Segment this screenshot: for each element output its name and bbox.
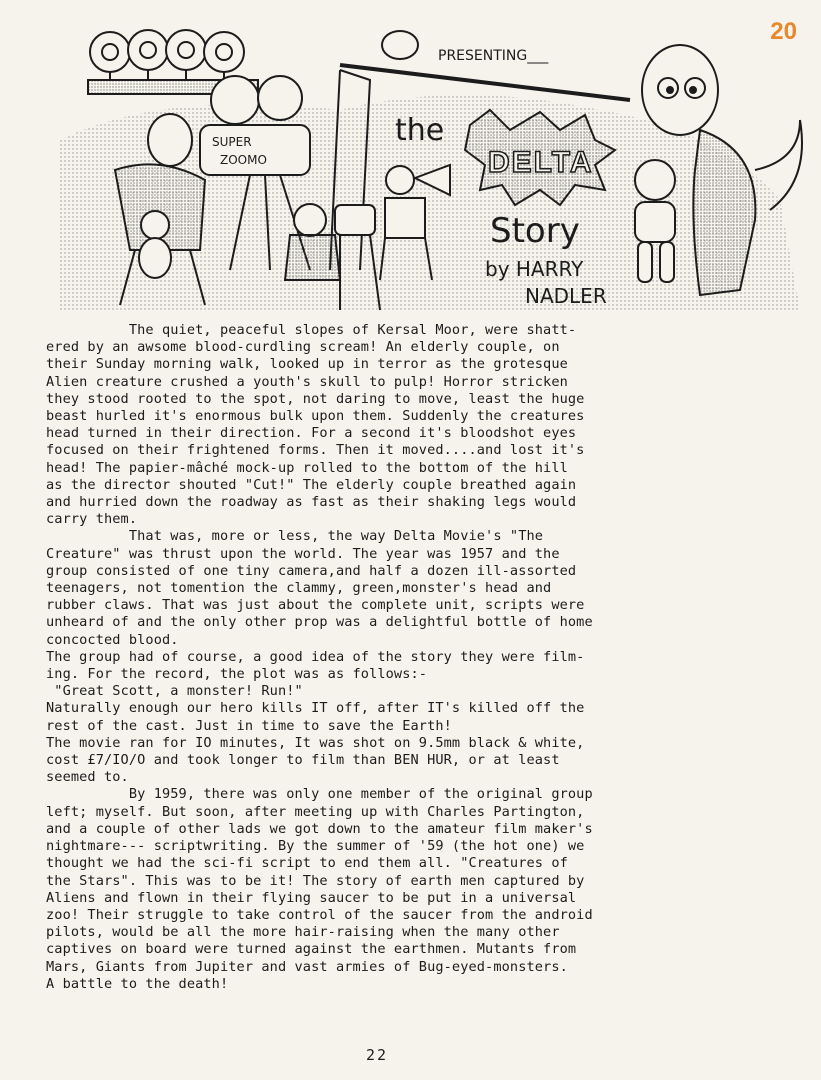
small-alien-figure	[139, 211, 171, 278]
title-delta: DELTA	[488, 146, 594, 179]
article-paragraph: The quiet, peaceful slopes of Kersal Moor, were shatt- ered by an awsome blood-curdling scream! An elderly couple, on their Sunday morning walk, looked up in terror as the grotesque Alien creature crushed a youth's skull to pulp! Horror stricken they stood rooted to the spot, not daring to move, least the huge beast hurled it's enormous bulk upon them. Suddenly the creatures head turned in their direction. For a second it's bloodshot eyes focused on their frightened forms. Then it moved....and lost it's head! The papier-mâché mock-up rolled to the bottom of the hill as the director shouted "Cut!" The elderly couple breathed again and hurried down the roadway as fast as their shaking legs would carry them.	[46, 322, 585, 528]
title-the: the	[395, 113, 445, 148]
article-body	[46, 322, 746, 993]
presenting-label: PRESENTING___	[438, 48, 549, 64]
byline-first: by HARRY	[485, 257, 584, 281]
article-paragraph: By 1959, there was only one member of the original group left; myself. But soon, after meeting up with Charles Partington, and a couple of other lads we got down to the amateur film maker's nightmare--- scriptwriting. By the summer of '59 (the hot one) we thought we had the sci-fi script to end them all. "Creatures of the Stars". This was to be it! The story of earth men captured by Aliens and flown in their flying saucer to be put in a universal zoo! Their struggle to take control of the saucer from the android pilots, would be all the more hair-raising when the many other captives on board were turned against the earthmen. Mutants from Mars, Giants from Jupiter and vast armies of Bug-eyed-monsters. A battle to the death!	[46, 786, 593, 992]
article-paragraph: That was, more or less, the way Delta Movie's "The Creature" was thrust upon the world. The year was 1957 and the group consisted of one tiny camera,and half a dozen ill-assorted teenagers, not tomention the clammy, green,monster's head and rubber claws. That was just about the complete unit, scripts were unheard of and the only other prop was a delightful bottle of home concocted blood. The group had of course, a good idea of the story they were film- ing. For the record, the plot was as follows:- "Great Scott, a monster! Run!" Naturally enough our hero kills IT off, after IT's killed off the rest of the cast. Just in time to save the Earth! The movie ran for IO minutes, It was shot on 9.5mm black & white, cost £7/IO/O and took longer to film than BEN HUR, or at least seemed to.	[46, 528, 593, 786]
page-badge: 20	[770, 18, 797, 45]
camera-label-super: SUPER	[212, 135, 252, 149]
byline-last: NADLER	[525, 284, 607, 308]
title-story: Story	[490, 211, 580, 251]
header-illustration	[40, 20, 810, 320]
camera-label-zoomo: ZOOMO	[220, 153, 267, 167]
page-number: 22	[366, 1046, 389, 1064]
